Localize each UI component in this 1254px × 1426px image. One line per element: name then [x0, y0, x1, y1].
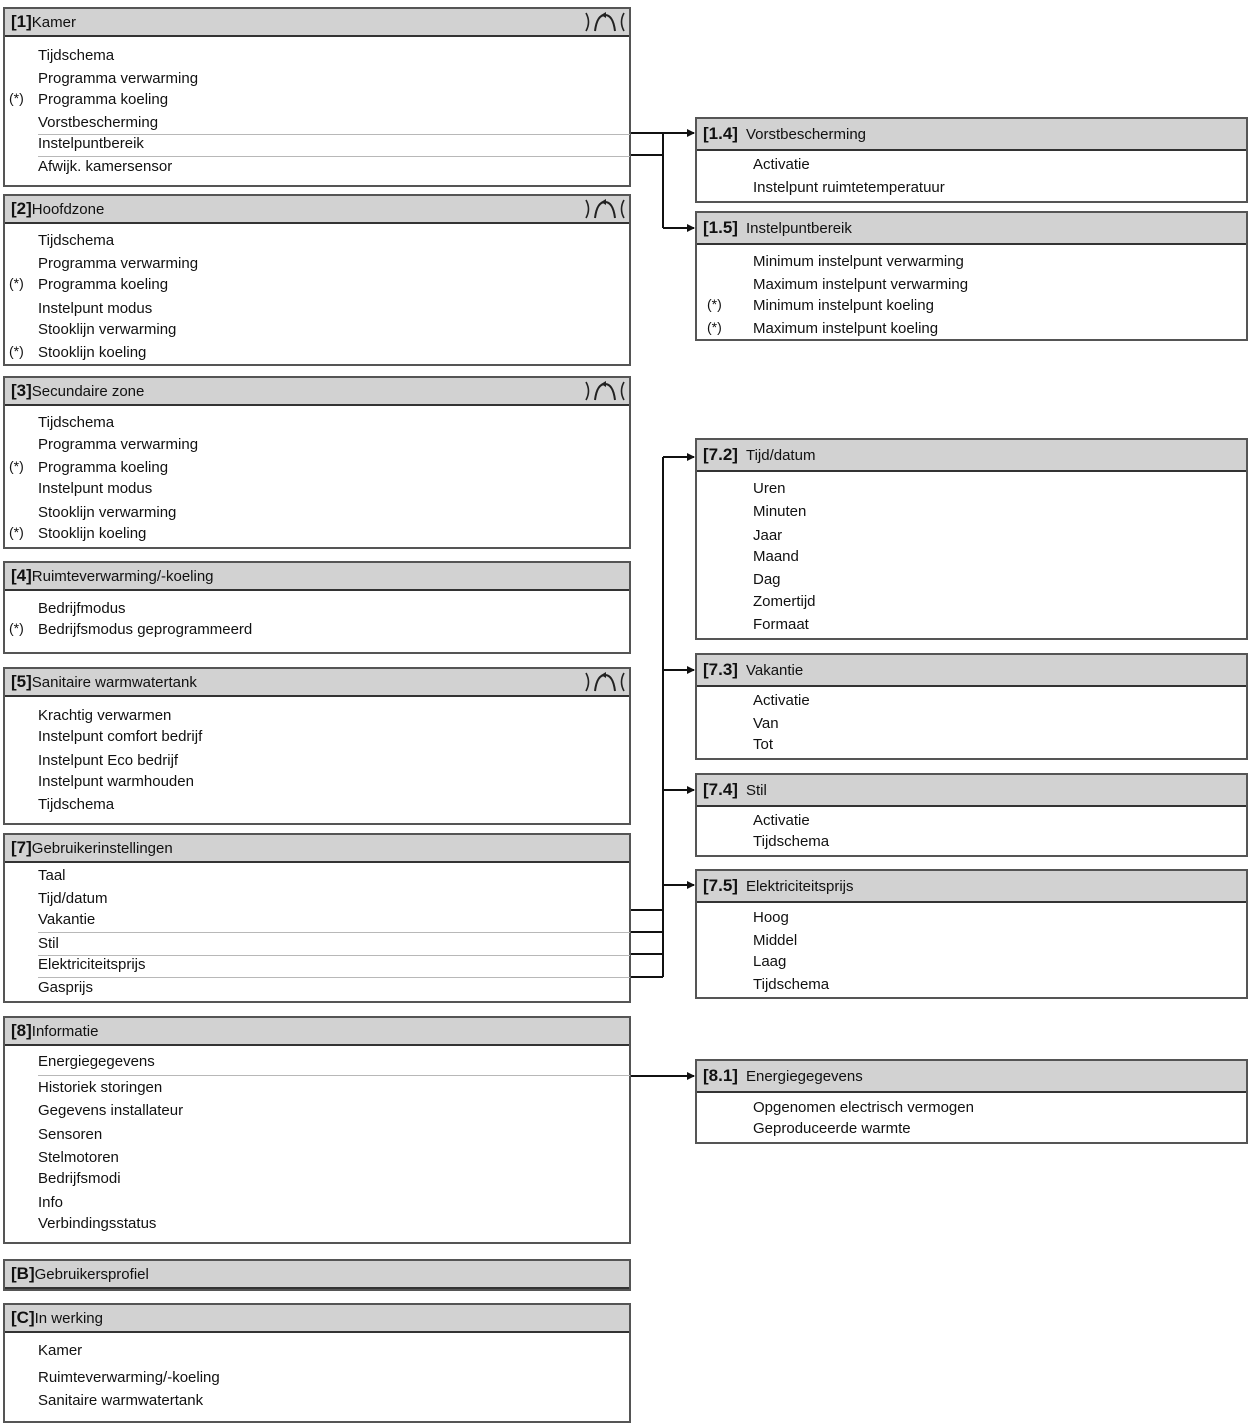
menu-item[interactable]: Geproduceerde warmte: [753, 1120, 911, 1137]
submenu-1: [695, 211, 1248, 341]
menu-item[interactable]: Instelpunt Eco bedrijf: [38, 752, 179, 769]
menu-4: [3, 667, 631, 825]
menu-item[interactable]: Stooklijn verwarming: [38, 321, 177, 338]
menu-code: [8]: [11, 1021, 32, 1040]
menu-item[interactable]: Minimum instelpunt koeling: [753, 297, 934, 314]
menu-item[interactable]: Middel: [753, 932, 798, 949]
schedule-icon: [583, 11, 627, 33]
arrow-head: [687, 786, 695, 794]
menu-3: [3, 561, 631, 654]
menu-item[interactable]: Stelmotoren: [38, 1149, 119, 1166]
menu-item[interactable]: Activatie: [753, 812, 810, 829]
menu-item[interactable]: Stooklijn verwarming: [38, 504, 177, 521]
menu-item[interactable]: Uren: [753, 480, 786, 497]
item-separator: [38, 1075, 630, 1076]
optional-marker: (*): [9, 343, 24, 359]
menu-item[interactable]: Programma koeling: [38, 459, 169, 476]
menu-item[interactable]: Bedrijfmodus: [38, 600, 126, 617]
arrow-head: [687, 453, 695, 461]
arrow-head: [687, 129, 695, 137]
schedule-icon: [583, 671, 627, 693]
menu-title: Tijd/datum: [745, 447, 816, 464]
menu-item[interactable]: Tijdschema: [38, 47, 115, 64]
menu-item[interactable]: Sanitaire warmwatertank: [38, 1392, 204, 1409]
menu-item[interactable]: Tijdschema: [753, 833, 830, 850]
menu-code: [5]: [11, 672, 32, 691]
menu-item[interactable]: Zomertijd: [753, 593, 816, 610]
menu-header[interactable]: [5, 835, 629, 863]
menu-item[interactable]: Activatie: [753, 156, 810, 173]
menu-item[interactable]: Instelpuntbereik: [38, 135, 144, 152]
menu-item[interactable]: Programma koeling: [38, 276, 169, 293]
menu-title: Vakantie: [745, 662, 804, 679]
menu-item[interactable]: Stooklijn koeling: [38, 525, 147, 542]
menu-code: [7.5]: [703, 876, 738, 895]
menu-code: [C]: [11, 1308, 35, 1327]
submenu-4: [695, 773, 1248, 857]
menu-header[interactable]: [5, 9, 629, 37]
submenu-2: [695, 438, 1248, 640]
menu-title: Vorstbescherming: [745, 126, 867, 143]
menu-item[interactable]: Energiegegevens: [38, 1053, 155, 1070]
item-separator: [38, 932, 630, 933]
menu-title: Energiegegevens: [745, 1068, 863, 1085]
menu-title: Kamer: [31, 14, 76, 31]
menu-item[interactable]: Dag: [753, 571, 781, 588]
menu-header[interactable]: [5, 1261, 629, 1289]
optional-marker: (*): [9, 458, 24, 474]
menu-item[interactable]: Tot: [753, 736, 774, 753]
menu-item[interactable]: Historiek storingen: [38, 1079, 163, 1096]
menu-header[interactable]: [5, 1305, 629, 1333]
menu-title: In werking: [34, 1310, 103, 1327]
menu-2: [3, 376, 631, 549]
menu-item[interactable]: Kamer: [38, 1342, 83, 1359]
menu-header[interactable]: [5, 1018, 629, 1046]
menu-item[interactable]: Laag: [753, 953, 787, 970]
menu-item[interactable]: Activatie: [753, 692, 810, 709]
optional-marker: (*): [707, 296, 722, 312]
menu-item[interactable]: Vorstbescherming: [38, 114, 159, 131]
menu-item[interactable]: Instelpunt modus: [38, 300, 153, 317]
menu-item[interactable]: Tijdschema: [38, 232, 115, 249]
menu-item[interactable]: Verbindingsstatus: [38, 1215, 157, 1232]
optional-marker: (*): [9, 524, 24, 540]
menu-item[interactable]: Gegevens installateur: [38, 1102, 184, 1119]
menu-item[interactable]: Vakantie: [38, 911, 96, 928]
menu-code: [3]: [11, 381, 32, 400]
menu-item[interactable]: Jaar: [753, 527, 783, 544]
menu-code: [B]: [11, 1264, 35, 1283]
menu-item[interactable]: Minimum instelpunt verwarming: [753, 253, 964, 270]
menu-title: Hoofdzone: [31, 201, 105, 218]
menu-item[interactable]: Stil: [38, 935, 59, 952]
menu-title: Gebruikerinstellingen: [31, 840, 173, 857]
menu-item[interactable]: Opgenomen electrisch vermogen: [753, 1099, 974, 1116]
menu-header[interactable]: [5, 563, 629, 591]
menu-title: Sanitaire warmwatertank: [31, 674, 197, 691]
arrow-head: [687, 881, 695, 889]
menu-item[interactable]: Afwijk. kamersensor: [38, 158, 173, 175]
submenu-header[interactable]: [697, 775, 1246, 807]
menu-item[interactable]: Krachtig verwarmen: [38, 707, 172, 724]
arrow-head: [687, 1072, 695, 1080]
menu-header[interactable]: [5, 669, 629, 697]
menu-item[interactable]: Bedrijfsmodi: [38, 1170, 121, 1187]
menu-item[interactable]: Stooklijn koeling: [38, 344, 147, 361]
menu-title: Secundaire zone: [31, 383, 145, 400]
submenu-3: [695, 653, 1248, 760]
menu-code: [7]: [11, 838, 32, 857]
menu-header[interactable]: [5, 378, 629, 406]
menu-5: [3, 833, 631, 1003]
menu-item[interactable]: Instelpunt ruimtetemperatuur: [753, 179, 945, 196]
menu-item[interactable]: Programma verwarming: [38, 70, 199, 87]
menu-code: [1.5]: [703, 218, 738, 237]
menu-item[interactable]: Instelpunt modus: [38, 480, 153, 497]
item-separator: [38, 134, 630, 135]
menu-item[interactable]: Tijd/datum: [38, 890, 108, 907]
menu-item[interactable]: Instelpunt comfort bedrijf: [38, 728, 203, 745]
submenu-5: [695, 869, 1248, 999]
menu-1: [3, 194, 631, 366]
menu-code: [2]: [11, 199, 32, 218]
menu-title: Elektriciteitsprijs: [745, 878, 854, 895]
menu-code: [1]: [11, 12, 32, 31]
arrow-head: [687, 224, 695, 232]
item-separator: [38, 955, 630, 956]
menu-title: Informatie: [31, 1023, 99, 1040]
menu-item[interactable]: Programma verwarming: [38, 436, 199, 453]
menu-code: [7.4]: [703, 780, 738, 799]
item-separator: [38, 156, 630, 157]
schedule-icon: [583, 198, 627, 220]
menu-item[interactable]: Bedrijfsmodus geprogrammeerd: [38, 621, 253, 638]
menu-item[interactable]: Info: [38, 1194, 64, 1211]
submenu-header[interactable]: [697, 440, 1246, 472]
schedule-icon: [583, 380, 627, 402]
menu-item[interactable]: Van: [753, 715, 779, 732]
menu-item[interactable]: Formaat: [753, 616, 809, 633]
menu-item[interactable]: Maand: [753, 548, 799, 565]
menu-title: Instelpuntbereik: [745, 220, 852, 237]
menu-8: [3, 1303, 631, 1423]
menu-item[interactable]: Maximum instelpunt verwarming: [753, 276, 969, 293]
submenu-header[interactable]: [697, 213, 1246, 245]
menu-code: [4]: [11, 566, 32, 585]
arrow-head: [687, 666, 695, 674]
menu-7: [3, 1259, 631, 1291]
menu-item[interactable]: Hoog: [753, 909, 789, 926]
menu-code: [1.4]: [703, 124, 738, 143]
submenu-header[interactable]: [697, 119, 1246, 151]
item-separator: [38, 977, 630, 978]
menu-title: Gebruikersprofiel: [34, 1266, 149, 1283]
submenu-0: [695, 117, 1248, 203]
menu-item[interactable]: Programma koeling: [38, 91, 169, 108]
submenu-header[interactable]: [697, 655, 1246, 687]
menu-item[interactable]: Programma verwarming: [38, 255, 199, 272]
menu-6: [3, 1016, 631, 1244]
menu-item[interactable]: Maximum instelpunt koeling: [753, 320, 939, 337]
menu-header[interactable]: [5, 196, 629, 224]
optional-marker: (*): [9, 275, 24, 291]
submenu-header[interactable]: [697, 1061, 1246, 1093]
menu-title: Stil: [745, 782, 767, 799]
menu-item[interactable]: Tijdschema: [38, 796, 115, 813]
optional-marker: (*): [9, 620, 24, 636]
menu-item[interactable]: Gasprijs: [38, 979, 94, 996]
submenu-6: [695, 1059, 1248, 1144]
menu-item[interactable]: Taal: [38, 867, 66, 884]
menu-0: [3, 7, 631, 187]
optional-marker: (*): [707, 319, 722, 335]
submenu-header[interactable]: [697, 871, 1246, 903]
optional-marker: (*): [9, 90, 24, 106]
menu-item[interactable]: Sensoren: [38, 1126, 103, 1143]
menu-title: Ruimteverwarming/-koeling: [31, 568, 214, 585]
menu-item[interactable]: Minuten: [753, 503, 807, 520]
menu-code: [8.1]: [703, 1066, 738, 1085]
menu-item[interactable]: Elektriciteitsprijs: [38, 956, 146, 973]
menu-item[interactable]: Tijdschema: [38, 414, 115, 431]
menu-code: [7.3]: [703, 660, 738, 679]
menu-code: [7.2]: [703, 445, 738, 464]
menu-item[interactable]: Instelpunt warmhouden: [38, 773, 194, 790]
menu-item[interactable]: Ruimteverwarming/-koeling: [38, 1369, 220, 1386]
menu-item[interactable]: Tijdschema: [753, 976, 830, 993]
